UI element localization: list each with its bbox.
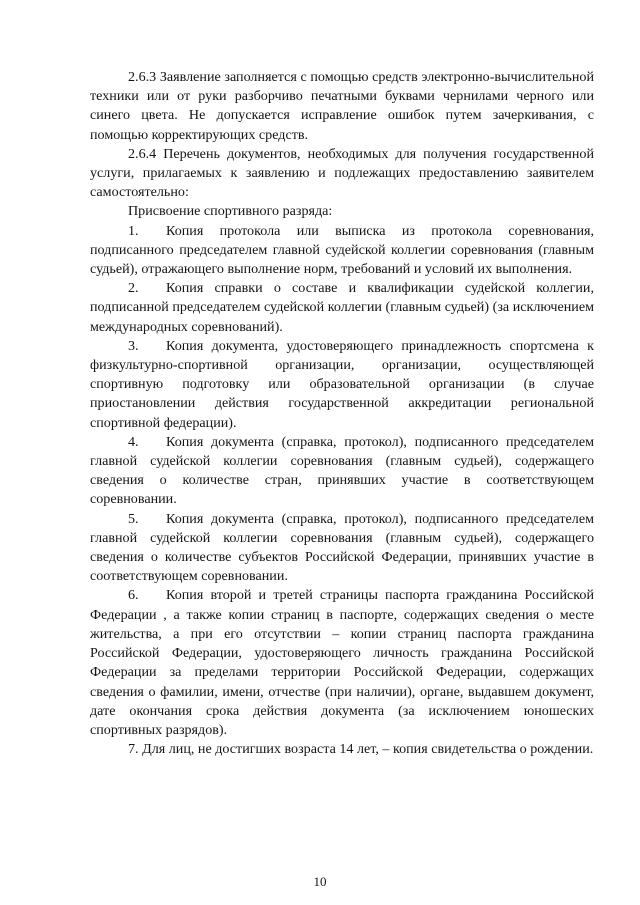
section-heading: Присвоение спортивного разряда: [128,203,333,220]
list-item-6 [90,586,594,740]
list-item-number: 1. [128,222,139,239]
list-item-1 [90,222,594,280]
list-item-text: Копия документа (справка, протокол), подписанного председателем главной судейской коллегии соревнования (главным судьей), содержащего сведения о количестве стран, принявших участие в соответствующем соревновании. [90,433,594,508]
list-item-number: 5. [128,510,139,527]
paragraph-2-6-3: 2.6.3 Заявление заполняется с помощью средств электронно-вычислительной техники или от руки разборчиво печатными буквами чернилами черного или синего цвета. Не допускается исправление ошибок путем зачеркивания, с помощью корректирующих средств. [90,69,594,143]
list-item-4 [90,433,594,510]
list-item-text: Копия протокола или выписка из протокола соревнования, подписанного председателем главной судейской коллегии соревнования (главным судьей), отражающего выполнение норм, требований и условий их выполнения. [90,222,594,278]
list-item-number: 3. [128,337,139,354]
list-item-7: 7. Для лиц, не достигших возраста 14 лет, – копия свидетельства о рождении. [128,741,594,758]
list-item-text: Копия второй и третей страницы паспорта гражданина Российской Федерации , а также копии страниц в паспорте, содержащих сведения о месте жительства, а при его отсутствии – копии страниц паспорта гражданина Российской Федерации, удостоверяющего личность гражданина Российской Федерации за пределами территории Российской Федерации, содержащих сведения о фамилии, имени, отчестве (при наличии), органе, выдавшем документ, дате окончания срока действия документа (за исключением юношеских спортивных разрядов). [90,587,594,738]
list-item-number: 6. [128,587,139,604]
list-item-number: 4. [128,433,139,450]
list-item-number: 2. [128,280,139,297]
list-item-5 [90,510,594,587]
list-item-2 [90,279,594,337]
page-number: 10 [313,874,327,889]
list-item-3 [90,337,594,433]
paragraph-2-6-4: 2.6.4 Перечень документов, необходимых для получения государственной услуги, прилагаемых к заявлению и подлежащих предоставлению заявителем самостоятельно: [90,145,594,201]
list-item-text: Копия документа (справка, протокол), подписанного председателем главной судейской коллегии соревнования (главным судьей), содержащего сведения о количестве субъектов Российской Федерации, принявших участие в соответствующем соревновании. [90,510,594,585]
list-item-text: Копия справки о составе и квалификации судейской коллегии, подписанной председателем судейской коллегии (главным судьей) (за исключением международных соревнований). [90,280,594,335]
list-item-text: Копия документа, удостоверяющего принадлежность спортсмена к физкультурно-спортивной организации, организации, осуществляющей спортивную подготовку или образовательной организации (в случае приостановлении действия государственной аккредитации региональной спортивной федерации). [90,337,594,431]
